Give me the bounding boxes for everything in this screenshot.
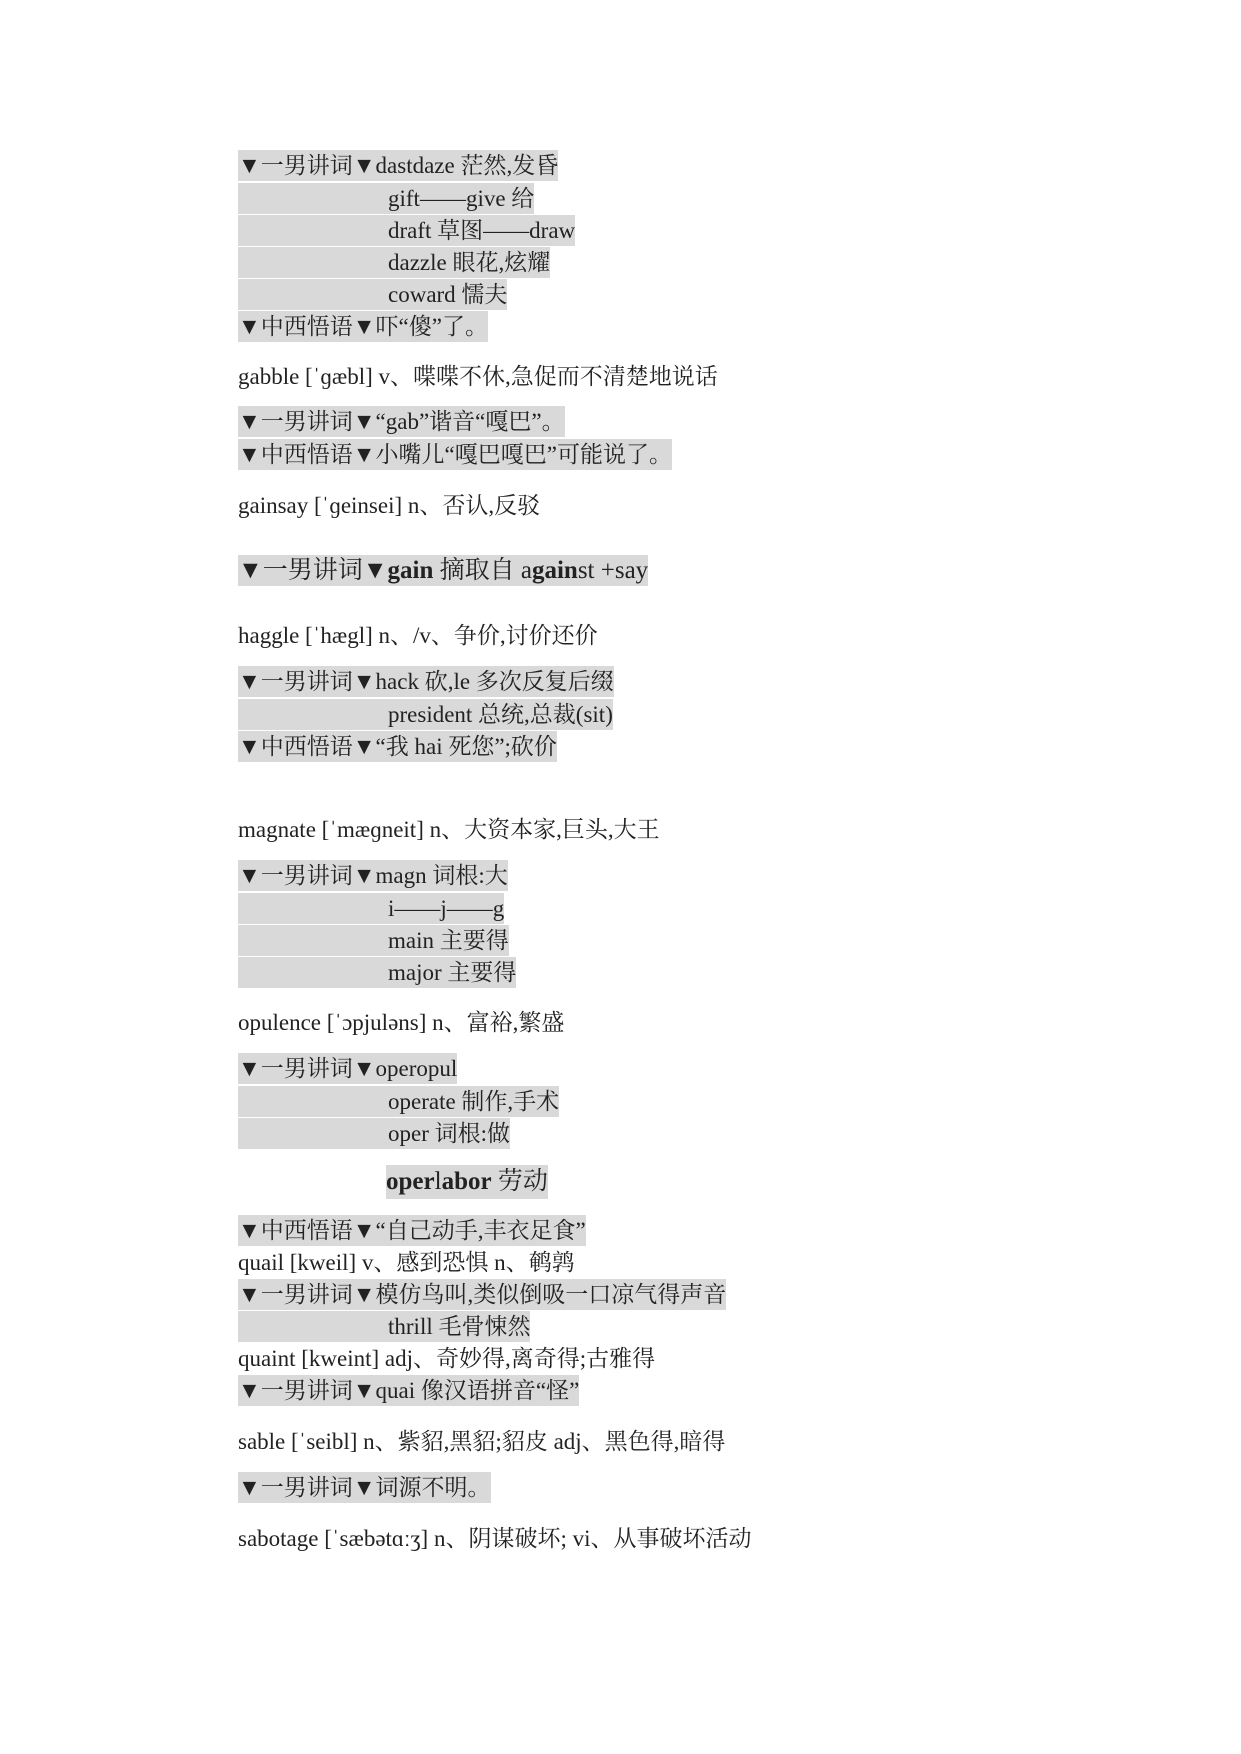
note-line [238, 1279, 726, 1310]
note-text: st +say [577, 557, 649, 584]
note-line [238, 555, 648, 586]
word-entry [238, 1007, 564, 1038]
note-line [238, 1053, 457, 1084]
word-entry [238, 620, 598, 651]
note-text: gift——give 给 [388, 186, 535, 211]
note-emphasis: gain [531, 557, 578, 584]
note-line [238, 1086, 559, 1117]
note-text: l [434, 1168, 442, 1195]
word-definition: gainsay [ˈɡeinsei] n、否认,反驳 [238, 493, 541, 518]
note-tag: ▼一男讲词▼ [238, 1378, 376, 1403]
word-definition: quaint [kweint] adj、奇妙得,离奇得;古雅得 [238, 1346, 656, 1371]
note-line [238, 957, 516, 988]
note-line [238, 1118, 510, 1149]
note-text: hack 砍,le 多次反复后缀 [375, 669, 614, 694]
word-entry [238, 1426, 725, 1457]
note-emphasis: gain [387, 557, 434, 584]
word-definition: quail [kweil] v、感到恐惧 n、鹌鹑 [238, 1250, 575, 1275]
note-text: “自己动手,丰衣足食” [375, 1218, 586, 1243]
note-tag: ▼中西悟语▼ [238, 314, 376, 339]
note-text: oper 词根:做 [388, 1121, 511, 1146]
word-entry [238, 1343, 655, 1374]
note-tag: ▼一男讲词▼ [238, 153, 376, 178]
note-text: draft 草图——draw [388, 218, 576, 243]
word-entry [238, 1523, 752, 1554]
note-line [386, 1165, 548, 1199]
note-text: 词源不明。 [375, 1475, 491, 1500]
note-text: 摘取自 a [433, 557, 532, 584]
note-tag: ▼一男讲词▼ [238, 409, 376, 434]
word-definition: gabble [ˈɡæbl] v、喋喋不休,急促而不清楚地说话 [238, 364, 718, 389]
note-text: dastdaze 茫然,发昏 [375, 153, 559, 178]
note-text: thrill 毛骨悚然 [388, 1314, 531, 1339]
note-line [238, 406, 565, 437]
note-line [238, 247, 550, 278]
word-definition: opulence [ˈɔpjuləns] n、富裕,繁盛 [238, 1010, 565, 1035]
note-tag: ▼一男讲词▼ [238, 863, 376, 888]
note-line [238, 731, 557, 762]
note-tag: ▼一男讲词▼ [238, 669, 376, 694]
word-entry [238, 1247, 575, 1278]
note-tag: ▼一男讲词▼ [238, 1056, 376, 1081]
note-line [238, 439, 672, 470]
note-text: major 主要得 [388, 960, 517, 985]
word-entry [238, 490, 540, 521]
note-tag: ▼中西悟语▼ [238, 1218, 376, 1243]
note-text: 小嘴儿“嘎巴嘎巴”可能说了。 [375, 442, 672, 467]
note-line [238, 150, 558, 181]
note-tag: ▼一男讲词▼ [238, 1282, 376, 1307]
word-definition: sable [ˈseibl] n、紫貂,黑貂;貂皮 adj、黑色得,暗得 [238, 1429, 726, 1454]
note-tag: ▼中西悟语▼ [238, 734, 376, 759]
note-line [238, 699, 613, 730]
note-text: magn 词根:大 [375, 863, 508, 888]
note-line [238, 860, 508, 891]
note-line [238, 311, 488, 342]
note-text: i——j——g [388, 896, 505, 921]
note-line [238, 666, 614, 697]
word-entry [238, 814, 660, 845]
note-line [238, 893, 504, 924]
note-text: dazzle 眼花,炫耀 [388, 250, 551, 275]
note-line [238, 183, 534, 214]
note-tag: ▼一男讲词▼ [238, 1475, 376, 1500]
note-text: “gab”谐音“嘎巴”。 [375, 409, 565, 434]
note-text: president 总统,总裁(sit) [388, 702, 613, 727]
note-line [238, 925, 509, 956]
note-emphasis: oper [386, 1168, 435, 1195]
note-text: “我 hai 死您”;砍价 [375, 734, 557, 759]
note-text: operopul [375, 1056, 458, 1081]
note-tag: ▼中西悟语▼ [238, 442, 376, 467]
note-text: 吓“傻”了。 [375, 314, 488, 339]
note-line [238, 279, 507, 310]
word-definition: haggle [ˈhægl] n、/v、争价,讨价还价 [238, 623, 598, 648]
note-line [238, 1375, 579, 1406]
note-text: 模仿鸟叫,类似倒吸一口凉气得声音 [375, 1282, 727, 1307]
word-definition: magnate [ˈmæɡneit] n、大资本家,巨头,大王 [238, 817, 660, 842]
note-text: main 主要得 [388, 928, 509, 953]
note-text: 劳动 [491, 1168, 548, 1195]
note-line [238, 1311, 530, 1342]
note-line [238, 215, 575, 246]
note-text: coward 懦夫 [388, 282, 508, 307]
note-line [238, 1472, 491, 1503]
note-text: quai 像汉语拼音“怪” [375, 1378, 580, 1403]
note-tag: ▼一男讲词▼ [238, 557, 388, 584]
word-definition: sabotage [ˈsæbətɑːʒ] n、阴谋破坏; vi、从事破坏活动 [238, 1526, 752, 1551]
note-text: operate 制作,手术 [388, 1089, 560, 1114]
word-entry [238, 361, 718, 392]
note-line [238, 1215, 586, 1246]
note-emphasis: abor [441, 1168, 492, 1195]
